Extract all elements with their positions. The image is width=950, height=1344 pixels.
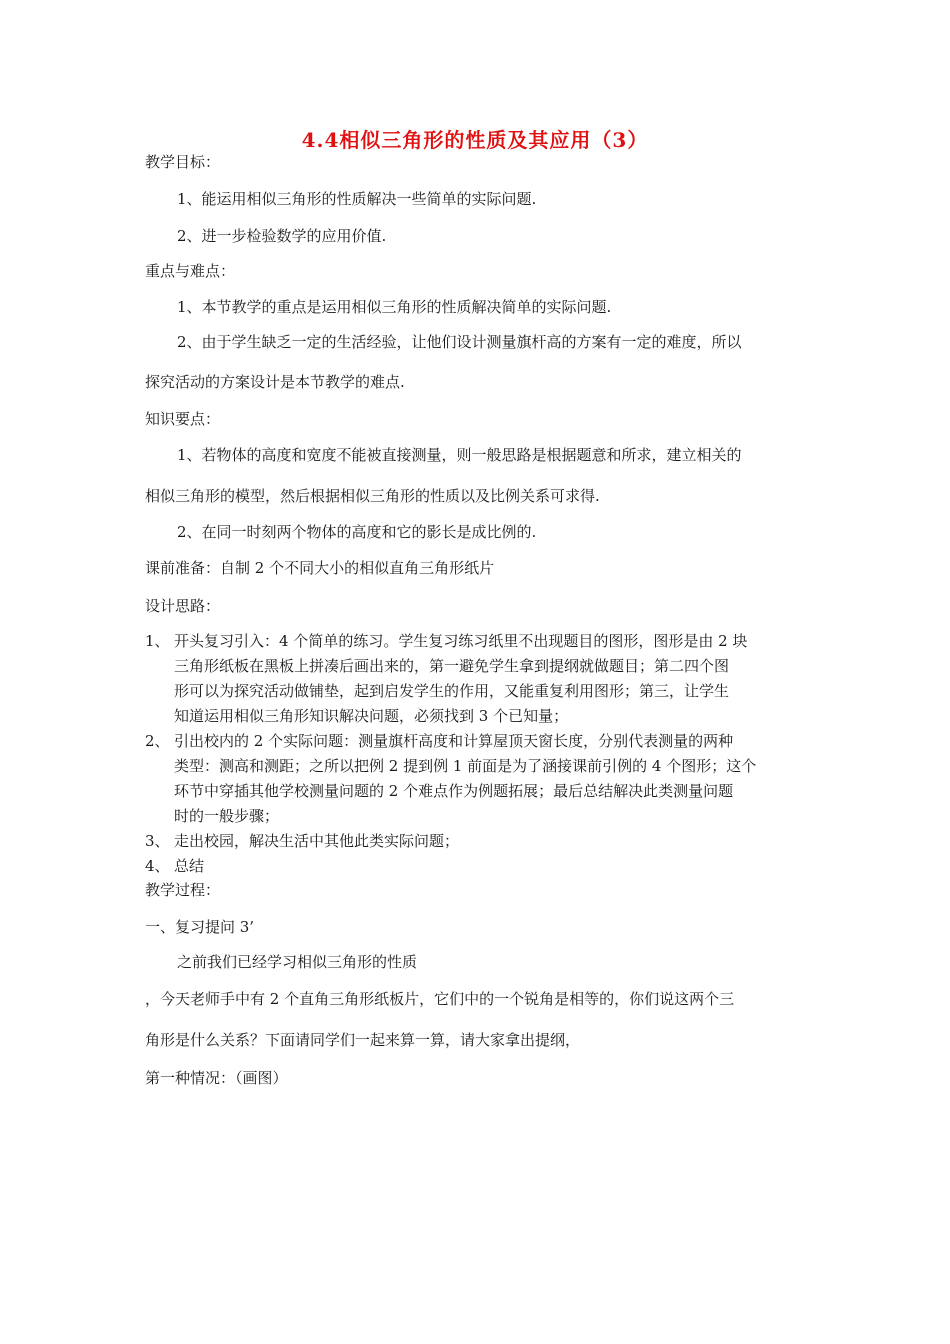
design-item-4-line-1: 总结 bbox=[174, 857, 205, 875]
design-item-1-line-2: 三角形纸板在黑板上拼凑后画出来的，第一避免学生拿到提纲就做题目；第二四个图 bbox=[174, 657, 730, 675]
keypoint-item-1: 1、本节教学的重点是运用相似三角形的性质解决简单的实际问题. bbox=[177, 298, 612, 316]
goal-item-1: 1、能运用相似三角形的性质解决一些简单的实际问题. bbox=[177, 190, 537, 208]
page-title: 4.4相似三角形的性质及其应用（3） bbox=[301, 128, 649, 152]
design-item-2-line-4: 时的一般步骤； bbox=[174, 807, 280, 825]
process-heading: 教学过程： bbox=[145, 881, 221, 899]
keypoint-item-2-line-1: 2、由于学生缺乏一定的生活经验，让他们设计测量旗杆高的方案有一定的难度，所以 bbox=[177, 333, 742, 351]
process-paragraph-2-line-2: 角形是什么关系？下面请同学们一起来算一算，请大家拿出提纲， bbox=[145, 1031, 581, 1049]
keypoints-heading: 重点与难点： bbox=[145, 262, 236, 280]
design-item-2-line-3: 环节中穿插其他学校测量问题的 2 个难点作为例题拓展；最后总结解决此类测量问题 bbox=[174, 782, 734, 800]
goals-heading: 教学目标： bbox=[145, 153, 221, 171]
process-paragraph-2-line-1: ，今天老师手中有 2 个直角三角形纸板片，它们中的一个锐角是相等的，你们说这两个三 bbox=[145, 990, 735, 1008]
design-item-2-line-2: 类型：测高和测距；之所以把例 2 提到例 1 前面是为了涵接课前引例的 4 个图形；这个 bbox=[174, 757, 757, 775]
design-heading: 设计思路： bbox=[145, 597, 221, 615]
knowledge-item-1-line-2: 相似三角形的模型，然后根据相似三角形的性质以及比例关系可求得. bbox=[145, 487, 600, 505]
process-section-1: 一、复习提问 3’ bbox=[145, 918, 255, 936]
keypoint-item-2-line-2: 探究活动的方案设计是本节教学的难点. bbox=[145, 373, 405, 391]
design-item-1-line-3: 形可以为探究活动做铺垫，起到启发学生的作用，又能重复利用图形；第三，让学生 bbox=[174, 682, 730, 700]
goal-item-2: 2、进一步检验数学的应用价值. bbox=[177, 227, 387, 245]
process-paragraph-1: 之前我们已经学习相似三角形的性质 bbox=[177, 953, 418, 971]
knowledge-item-2: 2、在同一时刻两个物体的高度和它的影长是成比例的. bbox=[177, 523, 537, 541]
class-prep: 课前准备：自制 2 个不同大小的相似直角三角形纸片 bbox=[145, 559, 495, 577]
design-item-4-number: 4、 bbox=[145, 857, 170, 875]
design-item-3-number: 3、 bbox=[145, 832, 170, 850]
knowledge-heading: 知识要点： bbox=[145, 410, 221, 428]
knowledge-item-1-line-1: 1、若物体的高度和宽度不能被直接测量，则一般思路是根据题意和所求，建立相关的 bbox=[177, 446, 742, 464]
design-item-2-line-1: 引出校内的 2 个实际问题：测量旗杆高度和计算屋顶天窗长度，分别代表测量的两种 bbox=[174, 732, 734, 750]
design-item-3-line-1: 走出校园，解决生活中其他此类实际问题； bbox=[174, 832, 460, 850]
design-item-1-line-4: 知道运用相似三角形知识解决问题，必须找到 3 个已知量； bbox=[174, 707, 569, 725]
design-item-1-number: 1、 bbox=[145, 632, 170, 650]
process-case-1: 第一种情况：（画图） bbox=[145, 1069, 288, 1087]
design-item-2-number: 2、 bbox=[145, 732, 170, 750]
design-item-1-line-1: 开头复习引入：4 个简单的练习。学生复习练习纸里不出现题目的图形，图形是由 2 块 bbox=[174, 632, 748, 650]
